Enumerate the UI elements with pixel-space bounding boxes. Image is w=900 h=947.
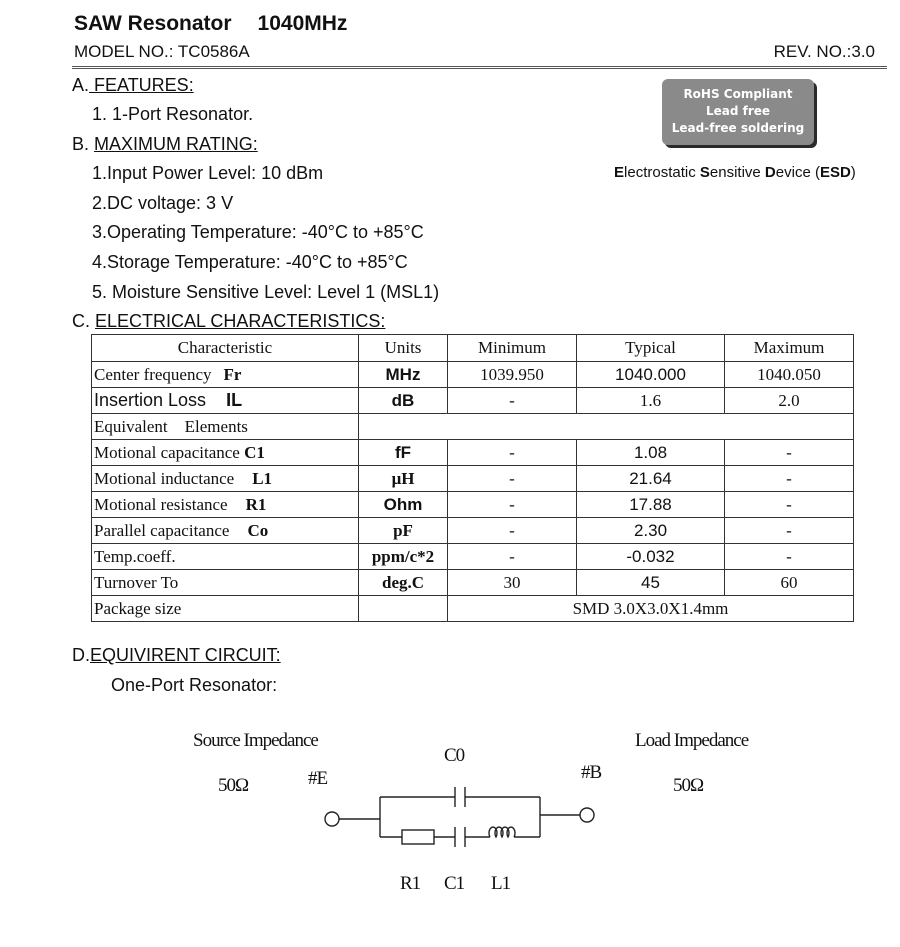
circuit-prefix: D. — [72, 645, 90, 665]
row-typ: -0.032 — [577, 544, 725, 570]
terminal-e — [325, 812, 339, 826]
row-min: 30 — [448, 570, 577, 596]
model-number: MODEL NO.: TC0586A — [74, 42, 250, 61]
row-name: Turnover To — [92, 570, 359, 596]
document-title — [74, 12, 347, 36]
row-max: - — [725, 466, 854, 492]
row-unit: Ohm — [359, 492, 448, 518]
esd-abbr: ESD — [819, 164, 851, 181]
revision-number: REV. NO.:3.0 — [773, 42, 875, 61]
c0-label: C0 — [444, 745, 465, 766]
col-header: Typical — [577, 335, 725, 362]
row-min: - — [448, 544, 577, 570]
row-unit: μH — [359, 466, 448, 492]
title-text: SAW Resonator — [74, 12, 232, 35]
row-unit: deg.C — [359, 570, 448, 596]
badge-line: Lead-free soldering — [671, 121, 805, 135]
param-name: Insertion Loss — [94, 390, 207, 410]
row-min: - — [448, 388, 577, 414]
row-max: - — [725, 518, 854, 544]
param-name: Motional capacitance — [94, 442, 240, 462]
header-rule-2 — [72, 68, 887, 69]
circuit-heading-text: EQUIVIRENT CIRCUIT: — [90, 645, 281, 665]
electrical-heading — [72, 311, 385, 332]
row-min: - — [448, 440, 577, 466]
row-typ: 1.08 — [577, 440, 725, 466]
circuit-heading — [72, 645, 281, 666]
col-header: Minimum — [448, 335, 577, 362]
features-prefix: A. — [72, 75, 90, 95]
esd-d: D — [764, 164, 776, 181]
row-unit: fF — [359, 440, 448, 466]
r1-resistor — [402, 830, 434, 844]
esd-close: ) — [850, 164, 856, 181]
title-frequency: 1040MHz — [257, 12, 348, 35]
rating-item: 4.Storage Temperature: -40°C to +85°C — [92, 252, 408, 272]
terminal-b — [580, 808, 594, 822]
row-min: 1039.950 — [448, 362, 577, 388]
l1-label: L1 — [491, 873, 511, 894]
row-name: Temp.coeff. — [92, 544, 359, 570]
node-b-label: #B — [581, 762, 602, 783]
header-rule — [72, 66, 887, 67]
param-name: Motional resistance — [94, 494, 228, 514]
table-row — [92, 544, 854, 570]
row-name — [92, 362, 359, 388]
row-unit: ppm/c*2 — [359, 544, 448, 570]
badge-line: RoHS Compliant — [683, 87, 793, 101]
table-row — [92, 362, 854, 388]
table-row — [92, 518, 854, 544]
row-unit: pF — [359, 518, 448, 544]
esd-notice — [614, 164, 856, 181]
row-min: - — [448, 466, 577, 492]
table-row — [92, 440, 854, 466]
esd-e: E — [614, 164, 625, 181]
row-name: Equivalent Elements — [92, 414, 359, 440]
max-rating-heading — [72, 134, 258, 155]
rating-item: 3.Operating Temperature: -40°C to +85°C — [92, 222, 424, 242]
table-row — [92, 414, 854, 440]
rohs-badge — [662, 79, 814, 145]
param-symbol: Co — [247, 520, 269, 540]
table-row — [92, 596, 854, 622]
load-impedance-label: Load Impedance — [635, 730, 749, 751]
param-name: Motional inductance — [94, 468, 235, 488]
esd-s: S — [699, 164, 710, 181]
max-rating-heading-text: MAXIMUM RATING: — [94, 134, 258, 154]
param-symbol: L1 — [252, 468, 273, 488]
param-symbol: Fr — [223, 364, 242, 384]
row-max: - — [725, 440, 854, 466]
param-symbol: IL — [226, 390, 243, 410]
esd-d-rest: evice ( — [775, 164, 820, 181]
electrical-heading-text: ELECTRICAL CHARACTERISTICS: — [95, 311, 386, 331]
esd-e-rest: lectrostatic — [624, 164, 700, 181]
circuit-schematic — [300, 780, 620, 870]
row-typ: 17.88 — [577, 492, 725, 518]
param-name: Parallel capacitance — [94, 520, 230, 540]
col-header: Maximum — [725, 335, 854, 362]
param-symbol: R1 — [245, 494, 267, 514]
table-row — [92, 466, 854, 492]
row-unit: MHz — [359, 362, 448, 388]
esd-s-rest: ensitive — [709, 164, 765, 181]
row-empty — [359, 414, 854, 440]
c1-label: C1 — [444, 873, 465, 894]
row-max: 60 — [725, 570, 854, 596]
row-min: - — [448, 518, 577, 544]
row-name: Package size — [92, 596, 359, 622]
row-name — [92, 518, 359, 544]
col-header: Characteristic — [92, 335, 359, 362]
rating-item: 1.Input Power Level: 10 dBm — [92, 163, 324, 183]
load-impedance-value: 50Ω — [673, 775, 704, 796]
r1-label: R1 — [400, 873, 421, 894]
node-e-label: #E — [308, 768, 328, 789]
rating-item: 5. Moisture Sensitive Level: Level 1 (MSL1) — [92, 282, 440, 302]
row-name — [92, 440, 359, 466]
rating-item: 2.DC voltage: 3 V — [92, 193, 234, 213]
row-name — [92, 466, 359, 492]
row-max: - — [725, 544, 854, 570]
param-name: Center frequency — [94, 364, 212, 384]
max-rating-prefix: B. — [72, 134, 90, 154]
row-min: - — [448, 492, 577, 518]
circuit-subtitle: One-Port Resonator: — [111, 675, 278, 695]
row-name — [92, 388, 359, 414]
source-impedance-value: 50Ω — [218, 775, 249, 796]
source-impedance-label: Source Impedance — [193, 730, 318, 751]
electrical-prefix: C. — [72, 311, 90, 331]
table-row — [92, 492, 854, 518]
row-max: 1040.050 — [725, 362, 854, 388]
row-typ: 2.30 — [577, 518, 725, 544]
table-header-row — [92, 335, 854, 362]
row-name — [92, 492, 359, 518]
feature-item: 1. 1-Port Resonator. — [92, 104, 254, 124]
package-value: SMD 3.0X3.0X1.4mm — [448, 596, 854, 622]
row-typ: 45 — [577, 570, 725, 596]
row-typ: 1.6 — [577, 388, 725, 414]
electrical-table — [91, 334, 854, 622]
badge-line: Lead free — [705, 104, 771, 118]
row-typ: 21.64 — [577, 466, 725, 492]
l1-inductor — [489, 827, 515, 837]
features-heading — [72, 75, 194, 96]
row-typ: 1040.000 — [577, 362, 725, 388]
param-symbol: C1 — [244, 442, 265, 462]
row-max: - — [725, 492, 854, 518]
table-row — [92, 388, 854, 414]
row-max: 2.0 — [725, 388, 854, 414]
row-unit — [359, 596, 448, 622]
table-row — [92, 570, 854, 596]
features-heading-text: FEATURES: — [89, 75, 194, 95]
col-header: Units — [359, 335, 448, 362]
row-unit: dB — [359, 388, 448, 414]
